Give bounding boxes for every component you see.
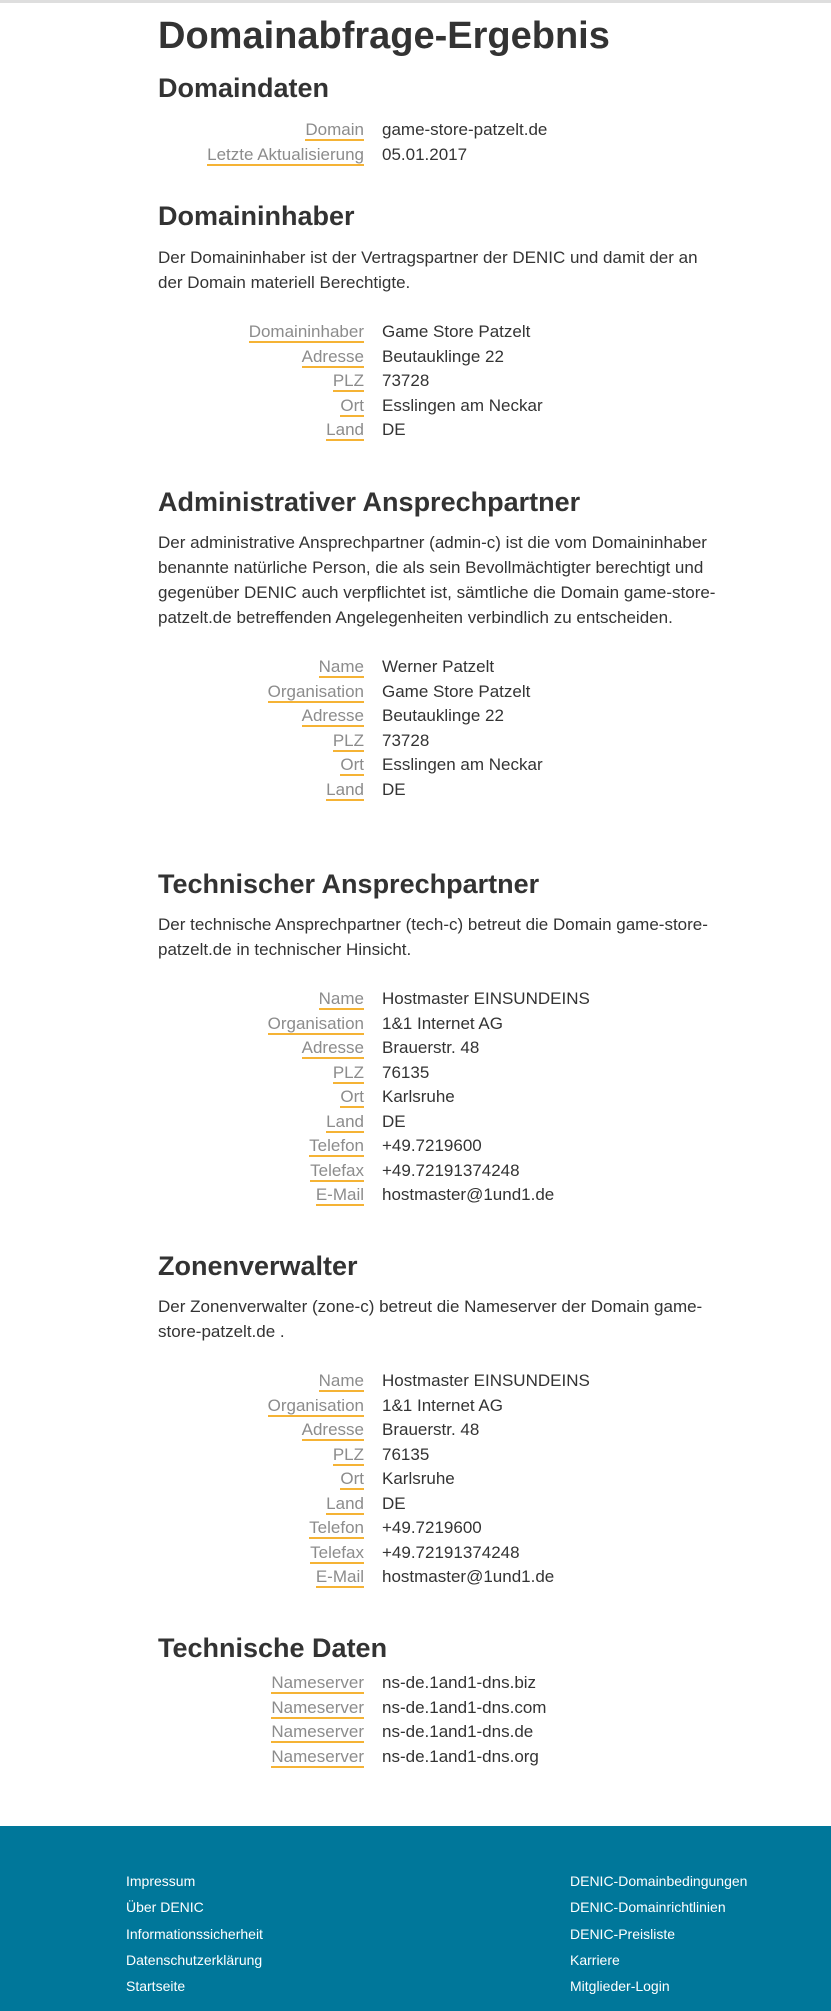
section-description: Der Zonenverwalter (zone-c) betreut die Nameserver der Domain game-store-patzelt.de .	[158, 1297, 703, 1341]
field-label: Land	[326, 1111, 364, 1131]
field-value: Werner Patzelt	[382, 657, 495, 676]
footer-links-right	[570, 1868, 747, 1999]
data-table	[158, 987, 718, 1208]
field-label: E-Mail	[315, 1567, 364, 1586]
field-value: hostmaster@1und1.de	[382, 1567, 555, 1586]
data-row	[158, 1110, 718, 1135]
section-domaindaten	[158, 72, 718, 167]
field-value: Karlsruhe	[382, 1087, 455, 1106]
field-label: PLZ	[332, 730, 364, 750]
field-value: 76135	[382, 1444, 430, 1464]
field-label: Name	[318, 657, 364, 676]
main-content	[158, 14, 718, 1766]
field-label: Nameserver	[271, 1746, 364, 1766]
field-label: Name	[318, 1371, 364, 1390]
section-admin-c	[158, 486, 718, 802]
field-label: Ort	[340, 1469, 364, 1488]
field-value: DE	[382, 1493, 406, 1513]
label-cell	[158, 1036, 382, 1060]
field-value: Esslingen am Neckar	[382, 395, 543, 415]
field-label: Organisation	[267, 1013, 364, 1033]
label-cell	[158, 655, 382, 679]
field-label: Telefax	[310, 1160, 364, 1180]
top-divider	[0, 0, 831, 3]
label-cell	[158, 1183, 382, 1207]
label-cell	[158, 1516, 382, 1540]
field-value: Esslingen am Neckar	[382, 755, 543, 774]
data-row	[158, 1036, 718, 1061]
data-row	[158, 1183, 718, 1208]
label-cell	[158, 345, 382, 369]
data-row	[158, 345, 718, 370]
label-cell	[158, 1443, 382, 1467]
label-cell	[158, 1369, 382, 1393]
field-label: Letzte Aktualisierung	[207, 144, 364, 164]
data-table	[158, 1671, 718, 1769]
label-cell	[158, 1696, 382, 1720]
field-value: Game Store Patzelt	[382, 681, 531, 701]
field-label: Adresse	[301, 346, 364, 366]
data-row	[158, 1443, 718, 1468]
field-value: Game Store Patzelt	[382, 322, 531, 341]
field-label: Nameserver	[271, 1673, 364, 1692]
field-value: Beutauklinge 22	[382, 706, 504, 725]
field-label: Adresse	[301, 1038, 364, 1057]
data-table	[158, 118, 718, 167]
field-label: Land	[326, 1493, 364, 1513]
field-value: Brauerstr. 48	[382, 1038, 480, 1057]
field-label: Domaininhaber	[248, 322, 364, 341]
section-description: Der Domaininhaber ist der Vertragspartner der DENIC und damit der an der Domain materiell Berechtigte.	[158, 248, 698, 292]
data-row	[158, 1671, 718, 1696]
label-cell	[158, 753, 382, 777]
footer-link[interactable]: DENIC-Domainrichtlinien	[570, 1899, 726, 1916]
field-value: 76135	[382, 1062, 430, 1082]
label-cell	[158, 394, 382, 418]
label-cell	[158, 369, 382, 393]
data-row	[158, 1745, 718, 1770]
data-row	[158, 418, 718, 443]
label-cell	[158, 729, 382, 753]
label-cell	[158, 1134, 382, 1158]
data-row	[158, 680, 718, 705]
label-cell	[158, 1541, 382, 1565]
data-row	[158, 778, 718, 803]
section-heading: Administrativer Ansprechpartner	[158, 487, 581, 517]
data-row	[158, 1061, 718, 1086]
field-value: Beutauklinge 22	[382, 346, 504, 366]
label-cell	[158, 1085, 382, 1109]
field-label: Adresse	[301, 1420, 364, 1439]
section-heading: Domaininhaber	[158, 201, 355, 231]
label-cell	[158, 320, 382, 344]
field-value: Brauerstr. 48	[382, 1420, 480, 1439]
field-value: +49.72191374248	[382, 1542, 520, 1562]
field-value: ns-de.1and1-dns.biz	[382, 1673, 537, 1692]
footer-links-left	[126, 1868, 263, 1999]
site-footer	[0, 1826, 831, 2011]
section-technische-daten	[158, 1632, 718, 1769]
data-row	[158, 1516, 718, 1541]
data-row	[158, 320, 718, 345]
footer-link[interactable]: Karriere	[570, 1951, 620, 1968]
field-value: +49.72191374248	[382, 1160, 520, 1180]
data-row	[158, 1159, 718, 1184]
field-label: Telefon	[309, 1136, 364, 1155]
page-title: Domainabfrage-Ergebnis	[158, 15, 610, 57]
data-row	[158, 1085, 718, 1110]
label-cell	[158, 1720, 382, 1744]
data-table	[158, 1369, 718, 1590]
label-cell	[158, 118, 382, 142]
data-row	[158, 1418, 718, 1443]
field-value: Hostmaster EINSUNDEINS	[382, 989, 590, 1008]
data-row	[158, 1012, 718, 1037]
field-label: Nameserver	[271, 1697, 364, 1717]
data-row	[158, 753, 718, 778]
field-value: 05.01.2017	[382, 144, 468, 164]
field-label: Adresse	[301, 706, 364, 725]
label-cell	[158, 778, 382, 802]
field-value: DE	[382, 779, 406, 799]
data-row	[158, 118, 718, 143]
section-description: Der technische Ansprechpartner (tech-c) betreut die Domain game-store-patzelt.de in technischer Hinsicht.	[158, 915, 708, 959]
data-row	[158, 143, 718, 168]
data-row	[158, 1696, 718, 1721]
field-label: Ort	[340, 1087, 364, 1106]
field-value: 73728	[382, 730, 430, 750]
section-heading: Technischer Ansprechpartner	[158, 869, 540, 899]
label-cell	[158, 1159, 382, 1183]
label-cell	[158, 1061, 382, 1085]
label-cell	[158, 1418, 382, 1442]
section-description: Der administrative Ansprechpartner (admin-c) ist die vom Domaininhaber benannte natürliche Person, die als sein Bevollmächtigter berechtigt und gegenüber DENIC auch verpflichtet ist, sämtliche die Domain game-store-patzelt.de betreffenden Angelegenheiten verbindlich zu entscheiden.	[158, 533, 716, 627]
data-row	[158, 987, 718, 1012]
section-zone-c	[158, 1250, 718, 1590]
field-label: Land	[326, 420, 364, 439]
field-label: Domain	[305, 120, 364, 139]
label-cell	[158, 1394, 382, 1418]
label-cell	[158, 1671, 382, 1695]
field-label: Telefax	[310, 1542, 364, 1562]
field-value: +49.7219600	[382, 1518, 482, 1537]
label-cell	[158, 680, 382, 704]
label-cell	[158, 987, 382, 1011]
label-cell	[158, 704, 382, 728]
data-row	[158, 1541, 718, 1566]
field-value: 1&1 Internet AG	[382, 1013, 503, 1033]
field-label: Nameserver	[271, 1722, 364, 1741]
field-label: Telefon	[309, 1518, 364, 1537]
field-value: 73728	[382, 371, 430, 390]
data-row	[158, 729, 718, 754]
data-row	[158, 394, 718, 419]
data-row	[158, 704, 718, 729]
footer-link[interactable]: Informationssicherheit	[126, 1925, 263, 1942]
label-cell	[158, 143, 382, 167]
data-row	[158, 1394, 718, 1419]
footer-link[interactable]: DENIC-Domainbedingungen	[570, 1873, 748, 1889]
field-value: Karlsruhe	[382, 1469, 455, 1488]
field-label: Ort	[340, 755, 364, 774]
field-value: DE	[382, 420, 406, 439]
field-value: ns-de.1and1-dns.org	[382, 1746, 539, 1766]
label-cell	[158, 1467, 382, 1491]
data-row	[158, 1134, 718, 1159]
label-cell	[158, 1565, 382, 1589]
data-row	[158, 1467, 718, 1492]
field-value: ns-de.1and1-dns.com	[382, 1697, 547, 1717]
field-label: Ort	[340, 395, 364, 415]
footer-link[interactable]: Startseite	[126, 1978, 186, 1995]
footer-link[interactable]: Mitglieder-Login	[570, 1978, 670, 1995]
field-value: Hostmaster EINSUNDEINS	[382, 1371, 590, 1390]
section-heading: Technische Daten	[158, 1633, 388, 1663]
field-label: Organisation	[267, 681, 364, 701]
footer-link[interactable]: Impressum	[126, 1873, 196, 1889]
section-domaininhaber	[158, 200, 718, 443]
data-row	[158, 369, 718, 394]
footer-link[interactable]: DENIC-Preisliste	[570, 1925, 676, 1942]
data-row	[158, 1369, 718, 1394]
field-value: 1&1 Internet AG	[382, 1395, 503, 1415]
field-label: Name	[318, 989, 364, 1008]
section-heading: Domaindaten	[158, 73, 330, 103]
data-table	[158, 655, 718, 802]
section-tech-c	[158, 868, 718, 1208]
field-value: game-store-patzelt.de	[382, 120, 548, 139]
footer-link[interactable]: Datenschutzerklärung	[126, 1951, 263, 1968]
label-cell	[158, 1012, 382, 1036]
label-cell	[158, 1110, 382, 1134]
data-row	[158, 1720, 718, 1745]
field-label: Organisation	[267, 1395, 364, 1415]
label-cell	[158, 418, 382, 442]
label-cell	[158, 1745, 382, 1769]
label-cell	[158, 1492, 382, 1516]
field-label: PLZ	[332, 1444, 364, 1464]
section-heading: Zonenverwalter	[158, 1251, 358, 1281]
field-value: +49.7219600	[382, 1136, 482, 1155]
field-label: PLZ	[332, 371, 364, 390]
data-table	[158, 320, 718, 443]
field-label: PLZ	[332, 1062, 364, 1082]
data-row	[158, 1492, 718, 1517]
data-row	[158, 1565, 718, 1590]
field-value: ns-de.1and1-dns.de	[382, 1722, 534, 1741]
field-label: Land	[326, 779, 364, 799]
field-label: E-Mail	[315, 1185, 364, 1204]
footer-link[interactable]: Über DENIC	[126, 1899, 204, 1916]
field-value: hostmaster@1und1.de	[382, 1185, 555, 1204]
field-value: DE	[382, 1111, 406, 1131]
data-row	[158, 655, 718, 680]
